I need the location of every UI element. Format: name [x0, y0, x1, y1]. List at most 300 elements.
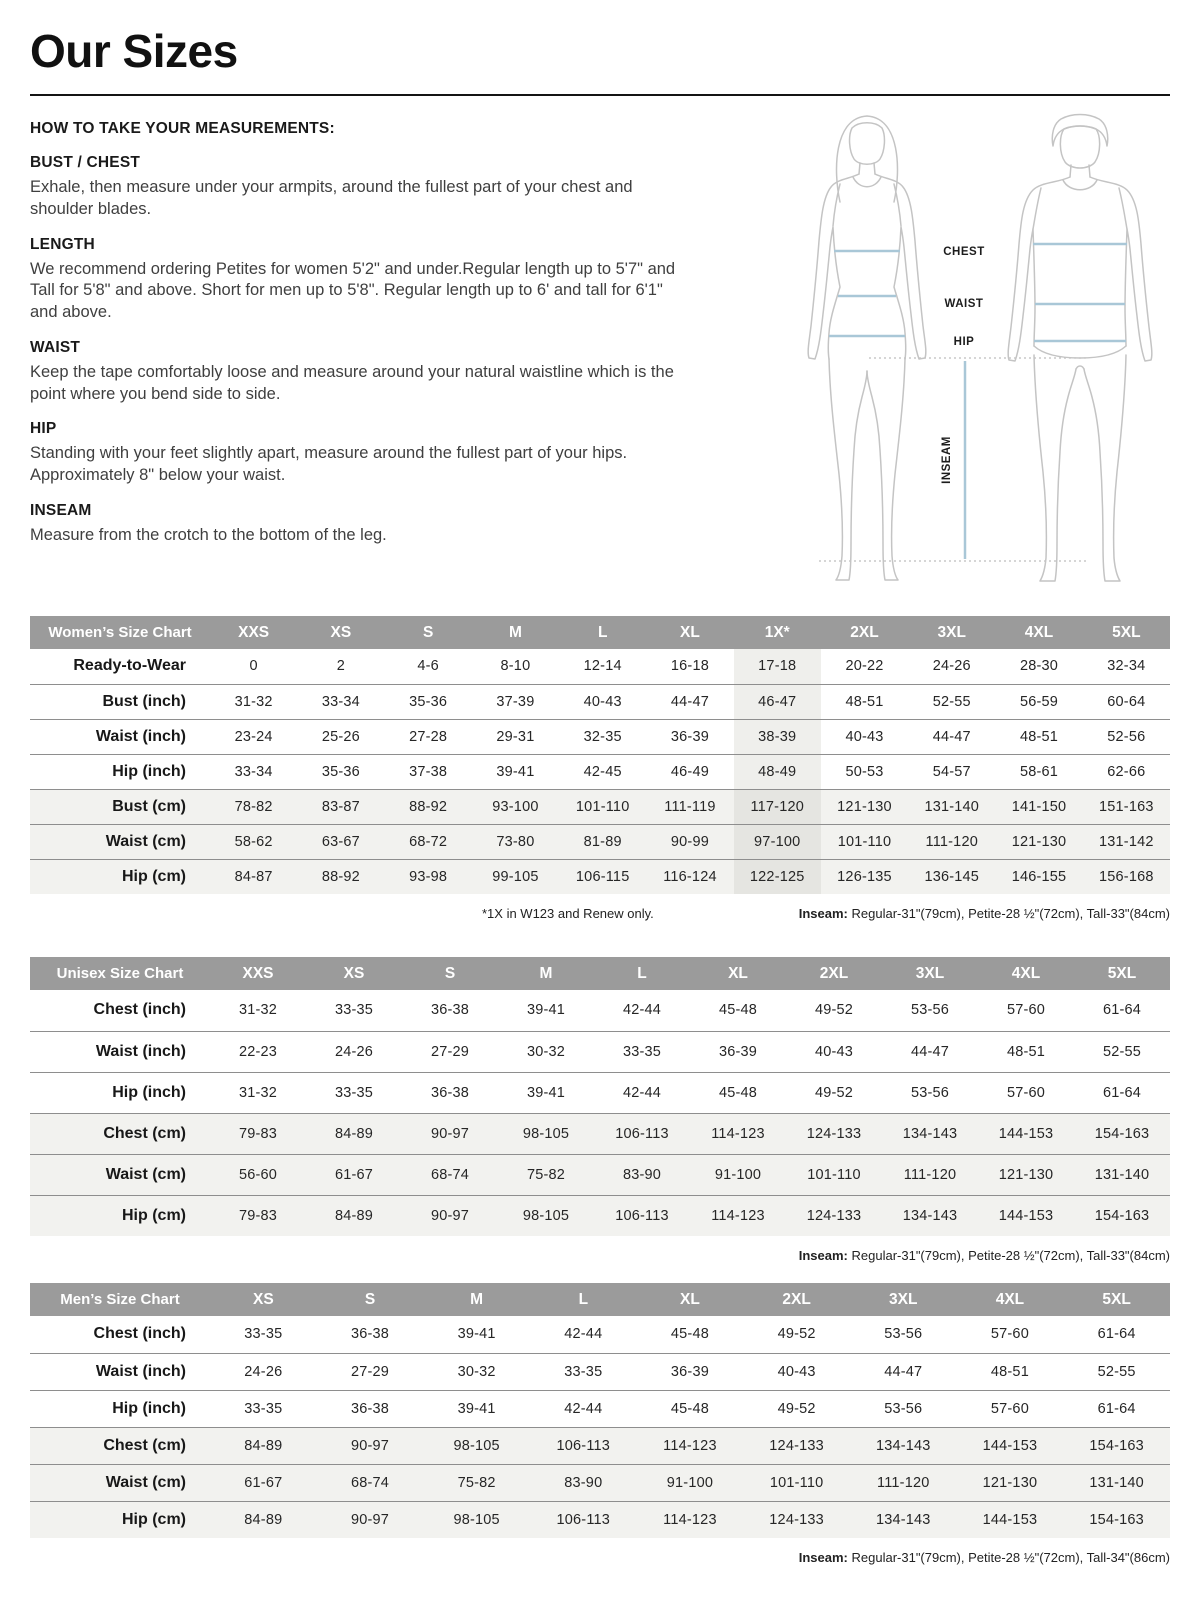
size-cell: 62-66	[1107, 763, 1146, 780]
size-cell: 36-38	[350, 1326, 390, 1343]
size-cell: 57-60	[990, 1400, 1029, 1417]
size-column-header: M	[472, 616, 559, 649]
size-cell: 57-60	[1006, 1002, 1046, 1019]
section-title: BUST / CHEST	[30, 154, 141, 171]
size-cell: 52-55	[1097, 1363, 1136, 1380]
table-row	[30, 1390, 1170, 1427]
size-cell: 121-130	[957, 1464, 1064, 1501]
size-cell: 68-72	[385, 824, 472, 859]
size-column-header: S	[385, 616, 472, 649]
size-cell: 24-26	[932, 658, 971, 675]
size-cell: 30-32	[457, 1363, 496, 1380]
size-cell: 93-98	[385, 859, 472, 894]
section-bust-chest	[30, 154, 690, 221]
table-header-row	[30, 1283, 1170, 1316]
size-cell: 33-35	[334, 1002, 374, 1019]
size-cell: 61-64	[1102, 1002, 1142, 1019]
size-cell: 121-130	[995, 824, 1082, 859]
size-cell: 49-52	[777, 1326, 816, 1343]
row-label: Waist (inch)	[95, 1362, 186, 1380]
size-cell: 83-90	[594, 1154, 690, 1195]
size-cell: 36-38	[430, 1084, 470, 1101]
size-cell: 53-56	[910, 1002, 950, 1019]
size-cell: 98-105	[423, 1501, 530, 1538]
size-cell: 106-113	[594, 1195, 690, 1236]
unisex-size-chart-section	[30, 957, 1170, 1263]
size-cell: 33-35	[564, 1363, 603, 1380]
size-cell: 30-32	[526, 1043, 566, 1060]
size-cell: 61-64	[1097, 1326, 1136, 1343]
size-cell: 88-92	[385, 789, 472, 824]
size-cell: 50-53	[845, 763, 884, 780]
size-column-header: XL	[637, 1283, 744, 1316]
size-cell: 114-123	[690, 1195, 786, 1236]
size-cell: 37-39	[496, 693, 535, 710]
size-cell: 124-133	[743, 1501, 850, 1538]
size-column-header: S	[402, 957, 498, 990]
table-row	[30, 1072, 1170, 1113]
inseam-note-text: Regular-31"(79cm), Petite-28 ½"(72cm), Tall-34"(86cm)	[847, 1550, 1170, 1565]
size-cell: 39-41	[526, 1084, 566, 1101]
section-text: Measure from the crotch to the bottom of the leg.	[30, 525, 387, 544]
size-column-header: 5XL	[1063, 1283, 1170, 1316]
size-column-header: 3XL	[850, 1283, 957, 1316]
size-cell: 45-48	[670, 1400, 709, 1417]
size-cell: 98-105	[498, 1113, 594, 1154]
size-cell: 45-48	[670, 1326, 709, 1343]
table-row	[30, 1353, 1170, 1390]
size-cell: 121-130	[821, 789, 908, 824]
size-cell: 42-44	[564, 1400, 603, 1417]
size-cell: 35-36	[409, 693, 448, 710]
size-cell: 12-14	[583, 658, 622, 675]
size-cell: 4-6	[417, 658, 439, 675]
row-label: Hip (inch)	[112, 762, 186, 780]
size-cell: 37-38	[409, 763, 448, 780]
table-row	[30, 990, 1170, 1031]
size-cell: 134-143	[850, 1501, 957, 1538]
size-cell: 121-130	[978, 1154, 1074, 1195]
size-cell: 111-119	[646, 789, 733, 824]
section-title: HIP	[30, 420, 57, 438]
size-cell: 42-44	[622, 1084, 662, 1101]
size-cell: 61-64	[1102, 1084, 1142, 1101]
size-cell: 91-100	[637, 1464, 744, 1501]
size-cell: 154-163	[1074, 1113, 1170, 1154]
size-cell: 98-105	[423, 1427, 530, 1464]
size-cell: 101-110	[786, 1154, 882, 1195]
size-cell: 99-105	[472, 859, 559, 894]
size-cell: 88-92	[297, 859, 384, 894]
size-column-header: 2XL	[786, 957, 882, 990]
size-cell: 58-62	[210, 824, 297, 859]
row-label: Waist (cm)	[30, 824, 210, 859]
size-cell: 48-51	[1019, 728, 1059, 745]
womens-notes-row	[30, 906, 1170, 921]
table-header-row	[30, 616, 1170, 649]
size-cell: 84-87	[210, 859, 297, 894]
womens-footnote: *1X in W123 and Renew only.	[482, 906, 654, 921]
size-cell: 42-44	[564, 1326, 603, 1343]
size-cell: 52-55	[932, 693, 971, 710]
size-cell: 154-163	[1074, 1195, 1170, 1236]
size-cell: 31-32	[234, 693, 273, 710]
size-column-header: XL	[646, 616, 733, 649]
size-cell: 44-47	[670, 693, 709, 710]
size-cell: 32-35	[583, 728, 622, 745]
size-cell: 111-120	[850, 1464, 957, 1501]
mens-notes-row	[30, 1550, 1170, 1565]
womens-inseam-note	[799, 906, 1170, 921]
row-label: Hip (cm)	[30, 1501, 210, 1538]
size-cell: 91-100	[690, 1154, 786, 1195]
size-cell: 114-123	[637, 1501, 744, 1538]
size-cell: 84-89	[210, 1501, 317, 1538]
size-cell: 33-35	[244, 1400, 283, 1417]
table-title: Unisex Size Chart	[30, 957, 210, 990]
size-cell: 73-80	[472, 824, 559, 859]
size-column-header: L	[530, 1283, 637, 1316]
size-column-header: 1X*	[734, 616, 821, 649]
size-cell: 39-41	[526, 1002, 566, 1019]
table-header-row	[30, 957, 1170, 990]
size-cell: 61-67	[306, 1154, 402, 1195]
size-column-header: 2XL	[743, 1283, 850, 1316]
size-column-header: 4XL	[995, 616, 1082, 649]
row-label: Hip (cm)	[30, 1195, 210, 1236]
size-cell: 48-49	[734, 754, 821, 789]
table-row	[30, 1427, 1170, 1464]
size-cell: 8-10	[500, 658, 531, 675]
size-column-header: S	[317, 1283, 424, 1316]
size-cell: 154-163	[1063, 1501, 1170, 1538]
size-column-header: 4XL	[978, 957, 1074, 990]
size-cell: 40-43	[583, 693, 622, 710]
size-column-header: 5XL	[1083, 616, 1170, 649]
size-cell: 48-51	[1006, 1043, 1046, 1060]
size-cell: 84-89	[210, 1427, 317, 1464]
page-title: Our Sizes	[30, 25, 238, 77]
size-cell: 84-89	[306, 1113, 402, 1154]
size-cell: 49-52	[814, 1002, 854, 1019]
size-cell: 44-47	[910, 1043, 950, 1060]
size-cell: 38-39	[734, 719, 821, 754]
measurement-instructions	[30, 120, 690, 547]
size-cell: 57-60	[990, 1326, 1029, 1343]
table-row	[30, 859, 1170, 894]
size-cell: 68-74	[317, 1464, 424, 1501]
size-column-header: XL	[690, 957, 786, 990]
row-label: Hip (inch)	[112, 1399, 186, 1417]
size-cell: 79-83	[210, 1195, 306, 1236]
size-cell: 33-34	[321, 693, 360, 710]
size-cell: 49-52	[777, 1400, 816, 1417]
size-cell: 0	[249, 658, 258, 675]
size-cell: 90-97	[402, 1195, 498, 1236]
size-column-header: 4XL	[957, 1283, 1064, 1316]
size-cell: 134-143	[882, 1113, 978, 1154]
measurement-diagram	[782, 108, 1172, 588]
size-column-header: XS	[306, 957, 402, 990]
size-cell: 124-133	[743, 1427, 850, 1464]
waist-label: WAIST	[944, 298, 984, 310]
row-label: Chest (cm)	[30, 1427, 210, 1464]
size-cell: 48-51	[990, 1363, 1029, 1380]
table-title: Women’s Size Chart	[30, 616, 210, 649]
size-cell: 22-23	[238, 1043, 278, 1060]
size-cell: 60-64	[1107, 693, 1146, 710]
size-cell: 33-35	[334, 1084, 374, 1101]
size-cell: 111-120	[908, 824, 995, 859]
row-label: Bust (cm)	[30, 789, 210, 824]
size-cell: 53-56	[910, 1084, 950, 1101]
table-row	[30, 1154, 1170, 1195]
size-cell: 52-56	[1107, 728, 1146, 745]
size-cell: 39-41	[457, 1400, 496, 1417]
size-cell: 144-153	[978, 1195, 1074, 1236]
table-row	[30, 1316, 1170, 1353]
intro-row	[30, 120, 1170, 590]
size-cell: 131-140	[1074, 1154, 1170, 1195]
size-cell: 144-153	[978, 1113, 1074, 1154]
size-cell: 39-41	[496, 763, 535, 780]
size-cell: 116-124	[646, 859, 733, 894]
size-cell: 61-67	[210, 1464, 317, 1501]
size-cell: 39-41	[457, 1326, 496, 1343]
unisex-size-chart-table	[30, 957, 1170, 1236]
size-cell: 35-36	[321, 763, 360, 780]
size-cell: 49-52	[814, 1084, 854, 1101]
table-row	[30, 824, 1170, 859]
row-label: Waist (inch)	[95, 727, 186, 745]
size-cell: 84-89	[306, 1195, 402, 1236]
table-row	[30, 1113, 1170, 1154]
size-cell: 42-45	[583, 763, 622, 780]
size-cell: 124-133	[786, 1113, 882, 1154]
section-title: LENGTH	[30, 235, 95, 253]
inseam-note-text: Regular-31"(79cm), Petite-28 ½"(72cm), Tall-33"(84cm)	[847, 906, 1170, 921]
size-cell: 156-168	[1083, 859, 1170, 894]
size-cell: 36-39	[670, 728, 709, 745]
table-title: Men’s Size Chart	[30, 1283, 210, 1316]
size-cell: 27-29	[430, 1043, 470, 1060]
size-cell: 136-145	[908, 859, 995, 894]
size-cell: 114-123	[690, 1113, 786, 1154]
size-cell: 32-34	[1107, 658, 1146, 675]
size-cell: 79-83	[210, 1113, 306, 1154]
table-row	[30, 1501, 1170, 1538]
size-cell: 106-115	[559, 859, 646, 894]
table-row	[30, 1464, 1170, 1501]
inseam-note-text: Regular-31"(79cm), Petite-28 ½"(72cm), Tall-33"(84cm)	[847, 1248, 1170, 1263]
size-cell: 31-32	[238, 1002, 278, 1019]
size-column-header: XXS	[210, 957, 306, 990]
section-waist	[30, 339, 690, 406]
table-row	[30, 684, 1170, 719]
size-cell: 40-43	[814, 1043, 854, 1060]
mens-size-chart-section	[30, 1283, 1170, 1565]
inseam-label: INSEAM	[941, 436, 953, 484]
male-silhouette	[1008, 115, 1152, 582]
size-cell: 40-43	[777, 1363, 816, 1380]
size-cell: 36-38	[430, 1002, 470, 1019]
row-label: Waist (inch)	[95, 1042, 186, 1060]
mens-size-chart-table	[30, 1283, 1170, 1538]
size-cell: 151-163	[1083, 789, 1170, 824]
size-cell: 40-43	[845, 728, 884, 745]
size-column-header: M	[423, 1283, 530, 1316]
section-inseam	[30, 502, 690, 547]
size-cell: 2	[336, 658, 346, 675]
size-cell: 31-32	[238, 1084, 278, 1101]
unisex-notes-row	[30, 1248, 1170, 1263]
size-column-header: L	[559, 616, 646, 649]
size-cell: 46-47	[734, 684, 821, 719]
table-row	[30, 754, 1170, 789]
size-cell: 28-30	[1019, 658, 1059, 675]
size-cell: 98-105	[498, 1195, 594, 1236]
size-cell: 68-74	[402, 1154, 498, 1195]
section-length	[30, 236, 690, 324]
row-label: Hip (cm)	[30, 859, 210, 894]
size-cell: 124-133	[786, 1195, 882, 1236]
size-cell: 144-153	[957, 1427, 1064, 1464]
hip-label: HIP	[953, 336, 975, 348]
size-cell: 52-55	[1102, 1043, 1142, 1060]
size-cell: 27-29	[350, 1363, 390, 1380]
row-label: Waist (cm)	[30, 1464, 210, 1501]
size-cell: 101-110	[559, 789, 646, 824]
row-label: Chest (cm)	[30, 1113, 210, 1154]
size-column-header: 2XL	[821, 616, 908, 649]
size-cell: 134-143	[882, 1195, 978, 1236]
female-silhouette	[808, 116, 926, 580]
section-text: Keep the tape comfortably loose and measure around your natural waistline which is the point where you bend side to side.	[30, 362, 674, 403]
size-cell: 134-143	[850, 1427, 957, 1464]
size-cell: 24-26	[244, 1363, 283, 1380]
size-cell: 106-113	[530, 1501, 637, 1538]
size-column-header: XS	[210, 1283, 317, 1316]
section-text: Exhale, then measure under your armpits, around the fullest part of your chest and shoulder blades.	[30, 178, 633, 218]
size-cell: 131-140	[908, 789, 995, 824]
size-cell: 16-18	[670, 658, 709, 675]
table-row	[30, 1031, 1170, 1072]
section-text: Standing with your feet slightly apart, measure around the fullest part of your hips. Approximately 8" below your waist.	[30, 444, 628, 485]
size-cell: 25-26	[321, 728, 360, 745]
size-cell: 17-18	[734, 649, 821, 684]
size-cell: 33-35	[622, 1043, 662, 1060]
size-cell: 106-113	[594, 1113, 690, 1154]
size-cell: 56-60	[210, 1154, 306, 1195]
womens-size-chart-table	[30, 616, 1170, 894]
size-cell: 44-47	[884, 1363, 923, 1380]
size-cell: 146-155	[995, 859, 1082, 894]
size-column-header: M	[498, 957, 594, 990]
size-cell: 45-48	[718, 1084, 758, 1101]
row-label: Hip (inch)	[112, 1083, 186, 1101]
size-column-header: XS	[297, 616, 384, 649]
size-cell: 33-35	[244, 1326, 283, 1343]
size-cell: 54-57	[932, 763, 971, 780]
row-label: Ready-to-Wear	[73, 657, 186, 675]
chest-label: CHEST	[943, 246, 985, 258]
table-row	[30, 789, 1170, 824]
row-label: Bust (inch)	[102, 692, 186, 710]
size-cell: 53-56	[884, 1400, 923, 1417]
size-column-header: 3XL	[882, 957, 978, 990]
size-cell: 144-153	[957, 1501, 1064, 1538]
size-cell: 58-61	[1019, 763, 1059, 780]
size-cell: 90-97	[317, 1501, 424, 1538]
size-cell: 93-100	[472, 789, 559, 824]
size-cell: 83-87	[297, 789, 384, 824]
section-title: WAIST	[30, 338, 81, 356]
size-cell: 46-49	[670, 763, 709, 780]
size-cell: 83-90	[530, 1464, 637, 1501]
size-cell: 53-56	[884, 1326, 923, 1343]
section-hip	[30, 420, 690, 487]
size-cell: 56-59	[1019, 693, 1059, 710]
size-cell: 23-24	[234, 728, 273, 745]
row-label: Waist (cm)	[30, 1154, 210, 1195]
size-cell: 36-39	[670, 1363, 709, 1380]
title-divider	[30, 94, 1170, 96]
inseam-note-label: Inseam:	[798, 1248, 848, 1263]
size-cell: 33-34	[234, 763, 273, 780]
size-cell: 131-140	[1063, 1464, 1170, 1501]
size-cell: 29-31	[496, 728, 535, 745]
size-cell: 45-48	[718, 1002, 758, 1019]
size-column-header: XXS	[210, 616, 297, 649]
size-cell: 141-150	[995, 789, 1082, 824]
unisex-inseam-note	[799, 1248, 1170, 1263]
size-cell: 97-100	[734, 824, 821, 859]
inseam-note-label: Inseam:	[798, 1550, 848, 1565]
size-cell: 75-82	[498, 1154, 594, 1195]
size-cell: 20-22	[845, 658, 884, 675]
size-cell: 36-38	[350, 1400, 390, 1417]
table-row	[30, 649, 1170, 684]
size-cell: 81-89	[559, 824, 646, 859]
size-cell: 117-120	[734, 789, 821, 824]
size-cell: 90-97	[317, 1427, 424, 1464]
size-cell: 154-163	[1063, 1427, 1170, 1464]
size-cell: 57-60	[1006, 1084, 1046, 1101]
mens-inseam-note	[799, 1550, 1170, 1565]
instructions-heading: HOW TO TAKE YOUR MEASUREMENTS:	[30, 120, 335, 137]
size-cell: 63-67	[297, 824, 384, 859]
size-cell: 101-110	[821, 824, 908, 859]
size-column-header: 3XL	[908, 616, 995, 649]
size-cell: 114-123	[637, 1427, 744, 1464]
size-cell: 78-82	[210, 789, 297, 824]
size-cell: 61-64	[1097, 1400, 1136, 1417]
size-cell: 48-51	[845, 693, 884, 710]
section-title: INSEAM	[30, 501, 92, 519]
size-cell: 27-28	[409, 728, 448, 745]
size-cell: 126-135	[821, 859, 908, 894]
table-row	[30, 1195, 1170, 1236]
size-cell: 101-110	[743, 1464, 850, 1501]
inseam-note-label: Inseam:	[798, 906, 848, 921]
size-column-header: 5XL	[1074, 957, 1170, 990]
size-cell: 42-44	[622, 1002, 662, 1019]
section-text: We recommend ordering Petites for women 5'2" and under.Regular length up to 5'7" and Tall for 5'8" and above. Short for men up to 5'8". Regular length up to 6' and tall for 6'1" and above.	[30, 259, 676, 322]
size-cell: 111-120	[882, 1154, 978, 1195]
size-cell: 75-82	[423, 1464, 530, 1501]
size-cell: 90-99	[646, 824, 733, 859]
size-cell: 106-113	[530, 1427, 637, 1464]
